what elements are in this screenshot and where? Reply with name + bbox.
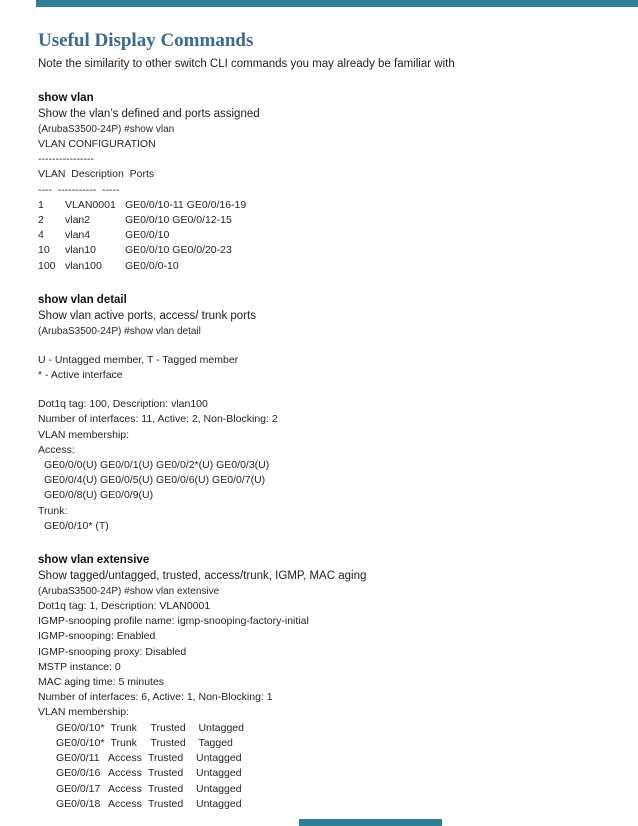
cli-command: (ArubaS3500-24P) #show vlan detail <box>38 325 201 337</box>
section-heading: show vlan extensive <box>38 554 150 567</box>
console-line: Number of interfaces: 11, Active: 2, Non-Blocking: 2 <box>38 413 278 426</box>
port-tagging: Untagged <box>196 767 242 780</box>
port-tagging: Tagged <box>198 736 233 749</box>
port-tagging: Untagged <box>196 782 242 795</box>
vlan-ports: GE0/0/10 <box>125 229 170 242</box>
vlan-table-header: VLAN Description Ports <box>38 168 155 181</box>
vlan-name: vlan100 <box>65 259 102 272</box>
vlan-ports: GE0/0/0-10 <box>125 259 179 272</box>
membership-row <box>38 721 608 736</box>
port-mode: Access <box>108 767 142 780</box>
membership-row <box>38 751 608 766</box>
vlan-id: 10 <box>38 244 50 257</box>
port-mode: Trunk <box>110 721 137 734</box>
port-tagging: Untagged <box>196 752 242 765</box>
vlan-ports: GE0/0/10 GE0/0/20-23 <box>125 244 232 257</box>
port-trust: Trusted <box>148 752 184 765</box>
vlan-name: vlan2 <box>65 214 91 227</box>
console-line: IGMP-snooping proxy: Disabled <box>38 645 187 658</box>
table-row <box>38 259 608 274</box>
port-id: GE0/0/10* <box>56 721 105 734</box>
table-row <box>38 213 608 228</box>
section-show-vlan-extensive <box>38 553 608 812</box>
section-description: Show vlan active ports, access/ trunk ports <box>38 309 256 322</box>
port-id: GE0/0/17 <box>56 782 101 795</box>
membership-row <box>38 736 608 751</box>
access-ports-line: GE0/0/8(U) GE0/0/9(U) <box>44 489 154 502</box>
table-row <box>38 228 608 243</box>
console-line: IGMP-snooping: Enabled <box>38 630 156 643</box>
port-id: GE0/0/11 <box>56 752 100 765</box>
port-id: GE0/0/10* <box>56 736 105 749</box>
section-show-vlan <box>38 91 608 274</box>
vlan-ports: GE0/0/10 GE0/0/12-15 <box>125 214 232 227</box>
page-subtitle: Note the similarity to other switch CLI commands you may already be familiar with <box>38 58 455 70</box>
trunk-ports-line: GE0/0/10* (T) <box>44 519 109 532</box>
vlan-table-header-divider: ---- ----------- ----- <box>38 183 120 196</box>
trunk-label: Trunk: <box>38 504 68 517</box>
legend-line: * - Active interface <box>38 369 123 382</box>
port-id: GE0/0/16 <box>56 767 101 780</box>
top-accent-bar <box>36 0 638 7</box>
cli-command: (ArubaS3500-24P) #show vlan extensive <box>38 586 220 598</box>
port-trust: Trusted <box>150 736 186 749</box>
console-line: Dot1q tag: 1, Description: VLAN0001 <box>38 600 211 613</box>
port-mode: Trunk <box>110 736 137 749</box>
console-divider: ---------------- <box>38 153 94 166</box>
vlan-name: vlan10 <box>65 244 96 257</box>
bottom-accent-bar <box>299 819 442 826</box>
table-row <box>38 243 608 258</box>
console-output-title: VLAN CONFIGURATION <box>38 138 156 150</box>
port-trust: Trusted <box>148 797 184 810</box>
console-line: MSTP instance: 0 <box>38 660 121 673</box>
membership-row <box>38 766 608 781</box>
console-line: Dot1q tag: 100, Description: vlan100 <box>38 398 208 411</box>
vlan-ports: GE0/0/10-11 GE0/0/16-19 <box>125 198 247 211</box>
port-tagging: Untagged <box>198 721 244 734</box>
section-heading: show vlan <box>38 92 94 104</box>
port-mode: Access <box>108 782 142 795</box>
port-id: GE0/0/18 <box>56 797 101 810</box>
port-trust: Trusted <box>148 767 184 780</box>
port-tagging: Untagged <box>196 797 242 810</box>
legend-line: U - Untagged member, T - Tagged member <box>38 353 239 366</box>
vlan-id: 4 <box>38 229 44 242</box>
vlan-id: 1 <box>38 198 44 211</box>
vlan-id: 2 <box>38 214 44 227</box>
vlan-id: 100 <box>38 259 56 272</box>
port-trust: Trusted <box>150 721 186 734</box>
section-show-vlan-detail <box>38 293 608 534</box>
access-ports-line: GE0/0/4(U) GE0/0/5(U) GE0/0/6(U) GE0/0/7(U) <box>44 474 266 487</box>
port-mode: Access <box>108 797 142 810</box>
console-line: VLAN membership: <box>38 706 130 719</box>
section-description: Show the vlan’s defined and ports assigned <box>38 108 260 120</box>
table-row <box>38 198 608 213</box>
membership-row <box>38 797 608 812</box>
port-mode: Access <box>108 752 142 765</box>
cli-command: (ArubaS3500-24P) #show vlan <box>38 124 175 135</box>
page-title: Useful Display Commands <box>38 30 254 51</box>
access-ports-line: GE0/0/0(U) GE0/0/1(U) GE0/0/2*(U) GE0/0/3(U) <box>44 459 270 472</box>
section-description: Show tagged/untagged, trusted, access/trunk, IGMP, MAC aging <box>38 570 367 583</box>
console-line: IGMP-snooping profile name: igmp-snooping-factory-initial <box>38 615 309 628</box>
access-label: Access: <box>38 443 75 456</box>
vlan-name: VLAN0001 <box>65 198 116 211</box>
console-line: MAC aging time: 5 minutes <box>38 676 165 689</box>
section-heading: show vlan detail <box>38 293 127 306</box>
console-line: VLAN membership: <box>38 428 130 441</box>
membership-row <box>38 782 608 797</box>
console-line: Number of interfaces: 6, Active: 1, Non-Blocking: 1 <box>38 691 273 704</box>
vlan-name: vlan4 <box>65 229 91 242</box>
port-trust: Trusted <box>148 782 184 795</box>
